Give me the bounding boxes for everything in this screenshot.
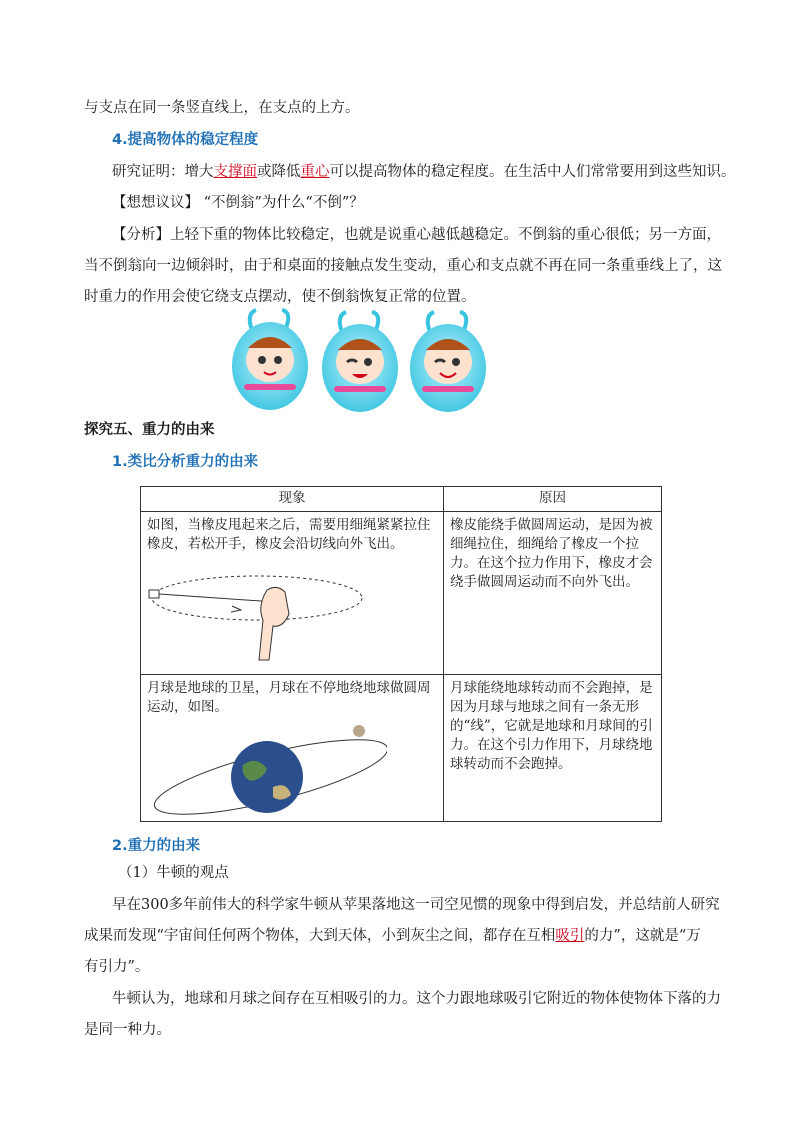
- subheading-origin: 2.重力的由来: [112, 838, 201, 854]
- section-heading-gravity-origin: 探究五、重力的由来: [84, 422, 215, 438]
- subheading-stability: 4.提高物体的稳定程度: [112, 132, 259, 148]
- subheading-analogy: 1.类比分析重力的由来: [112, 454, 259, 470]
- text: 或降低: [257, 164, 301, 180]
- paragraph-newton-line-3: 有引力”。: [84, 959, 150, 975]
- toy-2: [322, 312, 398, 412]
- paragraph-stability: [112, 162, 736, 182]
- paragraph-earth-moon-line-1: 牛顿认为，地球和月球之间存在互相吸引的力。这个力跟地球吸引它附近的物体使物体下落的力: [112, 991, 721, 1007]
- paragraph-line: 与支点在同一条竖直线上，在支点的上方。: [84, 100, 360, 116]
- keyword-center-of-gravity: 重心: [300, 164, 330, 180]
- toy-1: [232, 310, 308, 410]
- subsection-newton: （1）牛顿的观点: [118, 865, 229, 881]
- table-cell-reason: [444, 512, 662, 675]
- keyword-attraction: 吸引: [555, 928, 585, 944]
- analogy-table: [140, 486, 662, 822]
- earth-moon-figure: [147, 725, 387, 817]
- text: 的力”，这就是“万: [584, 928, 701, 944]
- paragraph-newton-line-1: 早在300多年前伟大的科学家牛顿从苹果落地这一司空见惯的现象中得到启发，并总结前人研究: [112, 897, 720, 913]
- analysis-line-1: 【分析】上轻下重的物体比较稳定，也就是说重心越低越稳定。不倒翁的重心很低；另一方面，: [112, 227, 721, 243]
- toy-3: [410, 312, 486, 412]
- analysis-line-2: 当不倒翁向一边倾斜时，由于和桌面的接触点发生变动，重心和支点就不再在同一条重垂线上了，这: [84, 258, 722, 274]
- roly-poly-toys-image: [222, 308, 576, 412]
- table-header-phenomenon: 现象: [141, 487, 444, 512]
- table-cell-phenomenon: [141, 675, 444, 822]
- think-question: 【想想议议】 “不倒翁”为什么“不倒”？: [112, 195, 364, 211]
- table-cell-reason: [444, 675, 662, 822]
- table-header-reason: 原因: [444, 487, 662, 512]
- text: 研究证明：增大: [112, 164, 214, 180]
- cell-text: 橡皮能绕手做圆周运动，是因为被细绳拉住，细绳给了橡皮一个拉力。在这个拉力作用下，橡皮才会绕手做圆周运动而不向外飞出。: [450, 517, 653, 590]
- cell-text: 月球能绕地球转动而不会跑掉，是因为月球与地球之间有一条无形的“线”，它就是地球和月球间的引力。在这个引力作用下，月球绕地球转动而不会跑掉。: [450, 680, 653, 772]
- paragraph-newton-line-2: [84, 926, 701, 946]
- table-row: [141, 512, 662, 675]
- table-header-row: [141, 487, 662, 512]
- text: 成果而发现“宇宙间任何两个物体，大到天体，小到灰尘之间，都存在互相: [84, 928, 556, 944]
- table-row: [141, 675, 662, 822]
- text: 可以提高物体的稳定程度。在生活中人们常常要用到这些知识。: [329, 164, 736, 180]
- paragraph-earth-moon-line-2: 是同一种力。: [84, 1022, 171, 1038]
- eraser-swing-figure: [147, 562, 367, 662]
- cell-text: 如图，当橡皮甩起来之后，需要用细绳紧紧拉住橡皮，若松开手，橡皮会沿切线向外飞出。: [147, 517, 431, 552]
- cell-text: 月球是地球的卫星，月球在不停地绕地球做圆周运动，如图。: [147, 680, 431, 715]
- table-cell-phenomenon: [141, 512, 444, 675]
- keyword-support-surface: 支撑面: [213, 164, 257, 180]
- analysis-line-3: 时重力的作用会使它绕支点摆动，使不倒翁恢复正常的位置。: [84, 289, 476, 305]
